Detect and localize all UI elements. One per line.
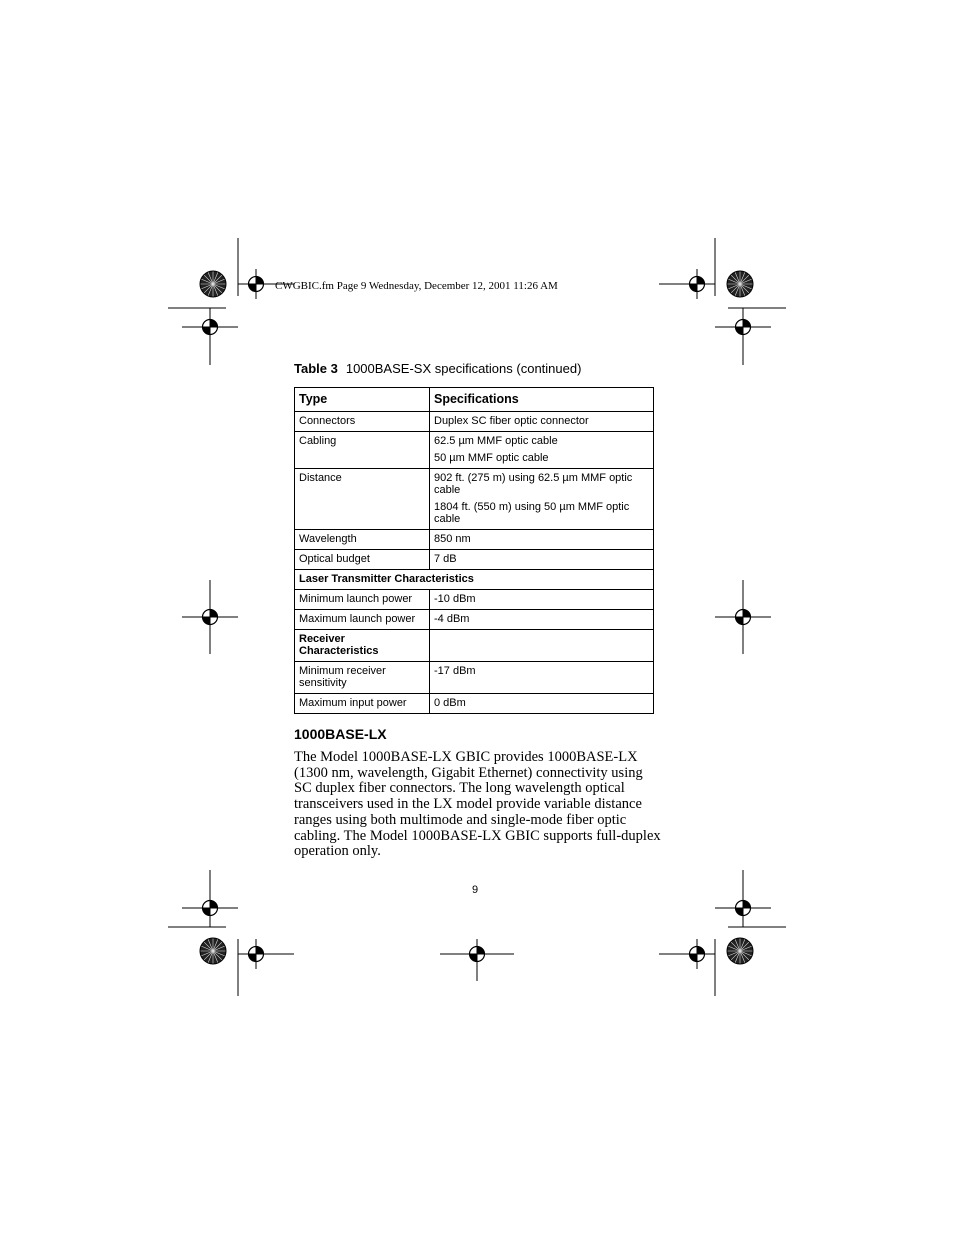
spec-value: 0 dBm (434, 697, 466, 709)
type-cell: Minimum launch power (295, 590, 430, 610)
spec-cell (430, 530, 654, 550)
column-header: Type (295, 388, 430, 412)
type-cell: Distance (295, 469, 430, 530)
section-body: The Model 1000BASE-LX GBIC provides 1000BASE-LX (1300 nm, wavelength, Gigabit Ethernet) connectivity using SC duplex fiber connectors. The long wavelength optical transceivers used in the LX model provide variable distance ranges using both multimode and single-mode fiber optic cabling. The Model 1000BASE-LX GBIC supports full-duplex operation only. (294, 749, 661, 860)
type-cell: Cabling (295, 432, 430, 469)
table-section-row (295, 570, 654, 590)
spec-value: 902 ft. (275 m) using 62.5 µm MMF optic cable (434, 472, 633, 496)
type-cell: Maximum launch power (295, 610, 430, 630)
spec-value: 7 dB (434, 553, 457, 565)
spec-cell (430, 432, 654, 469)
section-label: Laser Transmitter Characteristics (295, 570, 654, 590)
table-header-row (295, 388, 654, 412)
spec-cell (430, 630, 654, 662)
table-row (295, 630, 654, 662)
spec-cell (430, 662, 654, 694)
table-body (295, 412, 654, 714)
table-row (295, 662, 654, 694)
spec-cell (430, 550, 654, 570)
page-header: CWGBIC.fm Page 9 Wednesday, December 12, 2001 11:26 AM (275, 280, 558, 292)
spec-cell (430, 590, 654, 610)
spec-cell (430, 469, 654, 530)
table-row (295, 610, 654, 630)
table-row (295, 550, 654, 570)
spec-table (294, 387, 654, 714)
type-cell: Maximum input power (295, 694, 430, 714)
table-number: Table 3 (294, 361, 338, 376)
starburst-target-icon (200, 938, 226, 964)
starburst-target-icon (200, 271, 226, 297)
spec-value: 1804 ft. (550 m) using 50 µm MMF optic cable (434, 501, 630, 525)
type-cell: Wavelength (295, 530, 430, 550)
spec-value: -17 dBm (434, 665, 476, 677)
table-caption (294, 361, 581, 376)
type-cell: Receiver Characteristics (295, 630, 430, 662)
spec-value: 850 nm (434, 533, 471, 545)
type-cell: Connectors (295, 412, 430, 432)
table-row (295, 412, 654, 432)
type-cell: Optical budget (295, 550, 430, 570)
table-row (295, 469, 654, 530)
spec-value: Duplex SC fiber optic connector (434, 415, 589, 427)
starburst-target-icon (727, 938, 753, 964)
table-title: 1000BASE-SX specifications (continued) (345, 361, 582, 376)
table-row (295, 694, 654, 714)
spec-value: 50 µm MMF optic cable (434, 452, 549, 464)
type-cell: Minimum receiver sensitivity (295, 662, 430, 694)
column-header: Specifications (430, 388, 654, 412)
spec-cell (430, 412, 654, 432)
table-row (295, 530, 654, 550)
spec-cell (430, 694, 654, 714)
table-row (295, 590, 654, 610)
spec-cell (430, 610, 654, 630)
spec-value: -10 dBm (434, 593, 476, 605)
page-number: 9 (472, 884, 479, 896)
spec-value: -4 dBm (434, 613, 470, 625)
spec-value: 62.5 µm MMF optic cable (434, 435, 558, 447)
section-heading: 1000BASE-LX (294, 726, 387, 742)
starburst-target-icon (727, 271, 753, 297)
table-row (295, 432, 654, 469)
